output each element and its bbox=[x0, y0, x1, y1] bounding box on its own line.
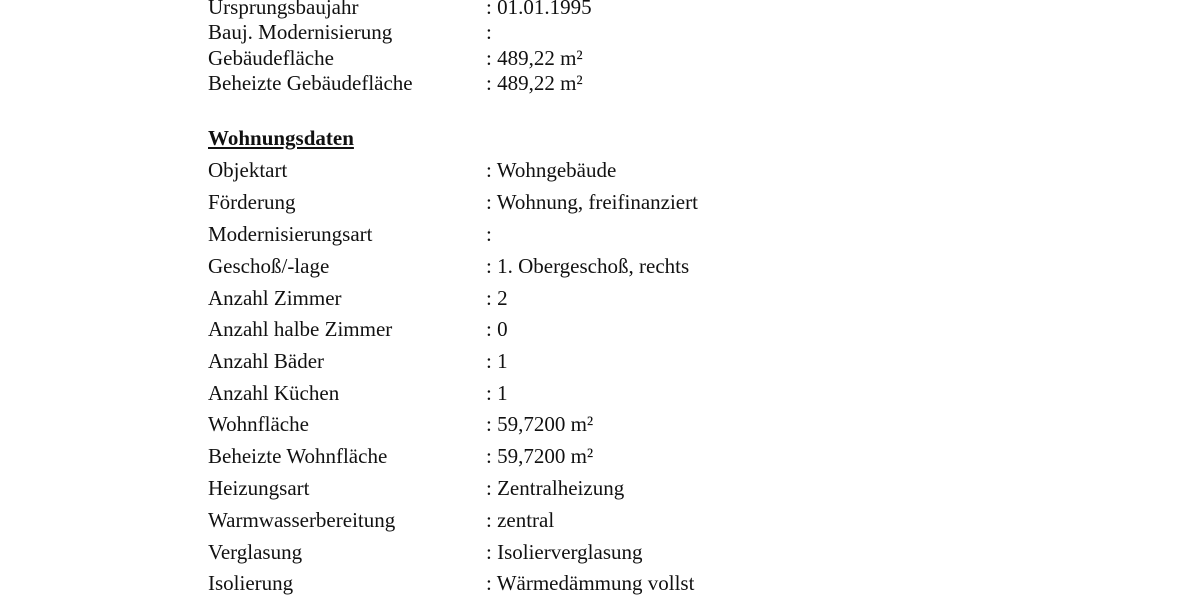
building-row-value: : 489,22 m² bbox=[486, 71, 583, 95]
apartment-row-label: Verglasung bbox=[208, 540, 303, 564]
apartment-row-label: Anzahl Zimmer bbox=[208, 286, 342, 310]
apartment-row-value: : Wohnung, freifinanziert bbox=[486, 190, 698, 214]
apartment-row-value: : bbox=[486, 222, 492, 246]
apartment-row-value: : Isolierverglasung bbox=[486, 540, 643, 564]
apartment-row-label: Warmwasserbereitung bbox=[208, 508, 396, 532]
building-row-label: Ursprungsbaujahr bbox=[208, 0, 359, 19]
apartment-row-value: : 59,7200 m² bbox=[486, 412, 594, 436]
building-row-value: : 01.01.1995 bbox=[486, 0, 592, 19]
building-row-label: Gebäudefläche bbox=[208, 46, 334, 70]
apartment-row-value: : Zentralheizung bbox=[486, 476, 625, 500]
apartment-row-value: : 1 bbox=[486, 381, 508, 405]
building-row-label: Bauj. Modernisierung bbox=[208, 20, 393, 44]
apartment-row-value: : Wärmedämmung vollst bbox=[486, 571, 695, 595]
apartment-row-label: Beheizte Wohnfläche bbox=[208, 444, 388, 468]
apartment-row-label: Geschoß/-lage bbox=[208, 254, 330, 278]
apartment-row-label: Objektart bbox=[208, 158, 288, 182]
building-row-value: : bbox=[486, 20, 492, 44]
apartment-row-label: Anzahl halbe Zimmer bbox=[208, 317, 393, 341]
apartment-row-value: : zentral bbox=[486, 508, 555, 532]
building-row-label: Beheizte Gebäudefläche bbox=[208, 71, 413, 95]
apartment-row-value: : 59,7200 m² bbox=[486, 444, 594, 468]
apartment-row-value: : 2 bbox=[486, 286, 508, 310]
apartment-row-label: Förderung bbox=[208, 190, 296, 214]
apartment-row-label: Modernisierungsart bbox=[208, 222, 373, 246]
apartment-row-label: Heizungsart bbox=[208, 476, 310, 500]
apartment-row-value: : 1 bbox=[486, 349, 508, 373]
apartment-row-label: Wohnfläche bbox=[208, 412, 309, 436]
apartment-row-value: : Wohngebäude bbox=[486, 158, 617, 182]
section-heading-wohnungsdaten: Wohnungsdaten bbox=[208, 126, 354, 150]
apartment-row-value: : 1. Obergeschoß, rechts bbox=[486, 254, 690, 278]
apartment-row-value: : 0 bbox=[486, 317, 508, 341]
apartment-row-label: Anzahl Bäder bbox=[208, 349, 325, 373]
apartment-row-label: Isolierung bbox=[208, 571, 294, 595]
apartment-row-label: Anzahl Küchen bbox=[208, 381, 340, 405]
building-row-value: : 489,22 m² bbox=[486, 46, 583, 70]
